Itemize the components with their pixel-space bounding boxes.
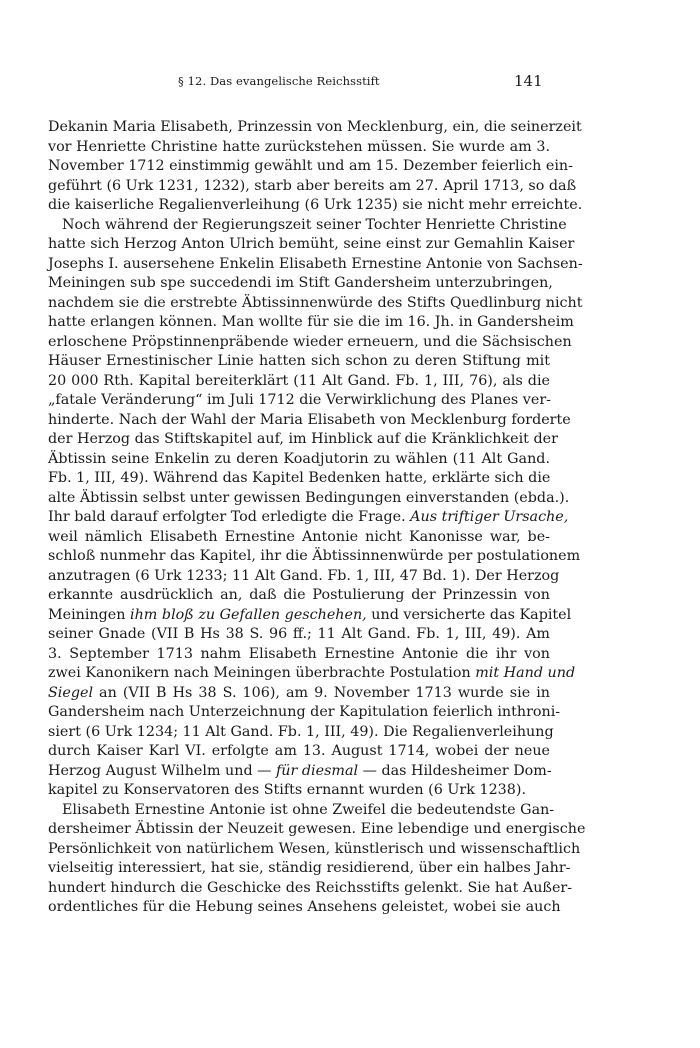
- text-run: Ihr bald darauf erfolgter Tod erledigte die Frage.: [48, 509, 411, 525]
- text-line: hatte sich Herzog Anton Ulrich bemüht, seine einst zur Gemahlin Kaiser: [48, 236, 575, 252]
- text-line: [48, 508, 569, 528]
- text-line: hatte erlangen können. Man wollte für sie die im 16. Jh. in Gandersheim: [48, 314, 574, 330]
- text-line: Elisabeth Ernestine Antonie ist ohne Zweifel die bedeutendste Gan-: [62, 801, 555, 818]
- text-run: an (VII B Hs 38 S. 106), am 9. November 1713 wurde sie in: [93, 684, 550, 701]
- text-line: anzutragen (6 Urk 1233; 11 Alt Gand. Fb. 1, III, 47 Bd. 1). Der Herzog: [48, 567, 560, 584]
- text-line: durch Kaiser Karl VI. erfolgte am 13. August 1714, wobei der neue: [48, 743, 550, 759]
- text-line: nachdem sie die erstrebte Äbtissinnenwürde des Stifts Quedlinburg nicht: [48, 294, 583, 311]
- text-line: siert (6 Urk 1234; 11 Alt Gand. Fb. 1, III, 49). Die Regalienverleihung: [48, 723, 554, 740]
- text-line: [48, 684, 550, 704]
- italic-phrase: ihm bloß zu Gefallen geschehen,: [130, 606, 367, 623]
- text-line: dersheimer Äbtissin der Neuzeit gewesen. Eine lebendige und energische: [48, 821, 586, 837]
- text-line: Noch während der Regierungszeit seiner Tochter Henriette Christine: [62, 216, 567, 233]
- text-line: die kaiserliche Regalienverleihung (6 Urk 1235) sie nicht mehr erreichte.: [48, 197, 583, 213]
- text-line: Äbtissin seine Enkelin zu deren Koadjutorin zu wählen (11 Alt Gand.: [48, 450, 550, 467]
- text-line: Häuser Ernestinischer Linie hatten sich schon zu deren Stiftung mit: [48, 353, 550, 369]
- text-line: erkannte ausdrücklich an, daß die Postulierung der Prinzessin von: [48, 587, 550, 603]
- running-head: § 12. Das evangelische Reichsstift: [178, 74, 380, 88]
- text-line: geführt (6 Urk 1231, 1232), starb aber bereits am 27. April 1713, so daß: [48, 177, 577, 194]
- text-line: [48, 762, 550, 782]
- text-line: 20 000 Rth. Kapital bereiterklärt (11 Alt Gand. Fb. 1, III, 76), als die: [48, 372, 550, 389]
- text-run: Meiningen: [48, 606, 131, 623]
- text-line: [48, 664, 576, 684]
- body-text: [48, 118, 586, 918]
- text-run: Herzog August Wilhelm und —: [48, 762, 277, 779]
- text-line: vielseitig interessiert, hat sie, ständig residierend, über ein halbes Jahr-: [48, 860, 571, 876]
- text-line: [48, 606, 572, 626]
- italic-phrase: für diesmal: [276, 762, 359, 779]
- text-line: kapitel zu Konservatoren des Stifts ernannt wurden (6 Urk 1238).: [48, 782, 526, 798]
- text-line: ordentliches für die Hebung seines Ansehens geleistet, wobei sie auch: [48, 899, 561, 915]
- italic-phrase: Siegel: [48, 684, 94, 701]
- text-run: — das Hildesheimer Dom-: [358, 762, 552, 779]
- text-run: und versicherte das Kapitel: [366, 606, 572, 623]
- page-number: 141: [514, 72, 543, 90]
- text-line: Persönlichkeit von natürlichem Wesen, künstlerisch und wissenschaftlich: [48, 840, 581, 857]
- text-line: hundert hindurch die Geschicke des Reichsstifts gelenkt. Sie hat Außer-: [48, 879, 573, 896]
- text-line: vor Henriette Christine hatte zurückstehen müssen. Sie wurde am 3.: [48, 138, 550, 155]
- text-line: erloschene Pröpstinnenpräbende wieder erneuern, und die Sächsischen: [48, 333, 572, 350]
- text-line: Meiningen sub spe succedendi im Stift Gandersheim unterzubringen,: [48, 275, 553, 291]
- text-line: weil nämlich Elisabeth Ernestine Antonie nicht Kanonisse war, be-: [48, 528, 550, 545]
- italic-phrase: mit Hand und: [475, 665, 576, 681]
- text-line: „fatale Veränderung“ im Juli 1712 die Verwirklichung des Planes ver-: [48, 392, 551, 408]
- text-line: November 1712 einstimmig gewählt und am 15. Dezember feierlich ein-: [48, 158, 573, 174]
- text-line: seiner Gnade (VII B Hs 38 S. 96 ff.; 11 Alt Gand. Fb. 1, III, 49). Am: [48, 626, 550, 642]
- text-line: 3. September 1713 nahm Elisabeth Ernestine Antonie die ihr von: [48, 645, 550, 662]
- text-line: Josephs I. ausersehene Enkelin Elisabeth Ernestine Antonie von Sachsen-: [48, 255, 583, 272]
- text-line: hinderte. Nach der Wahl der Maria Elisabeth von Mecklenburg forderte: [48, 411, 571, 428]
- text-line: Gandersheim nach Unterzeichnung der Kapitulation feierlich inthroni-: [48, 704, 561, 720]
- text-line: schloß nunmehr das Kapitel, ihr die Äbtissinnenwürde per postulationem: [48, 548, 581, 564]
- text-line: Dekanin Maria Elisabeth, Prinzessin von Mecklenburg, ein, die seinerzeit: [48, 119, 582, 135]
- text-line: alte Äbtissin selbst unter gewissen Bedingungen einverstanden (ebda.).: [48, 489, 570, 506]
- text-run: zwei Kanonikern nach Meiningen überbrachte Postulation: [48, 665, 476, 681]
- text-line: Fb. 1, III, 49). Während das Kapitel Bedenken hatte, erklärte sich die: [48, 470, 551, 486]
- italic-phrase: Aus triftiger Ursache,: [410, 509, 569, 525]
- text-line: der Herzog das Stiftskapitel auf, im Hinblick auf die Kränklichkeit der: [48, 431, 558, 447]
